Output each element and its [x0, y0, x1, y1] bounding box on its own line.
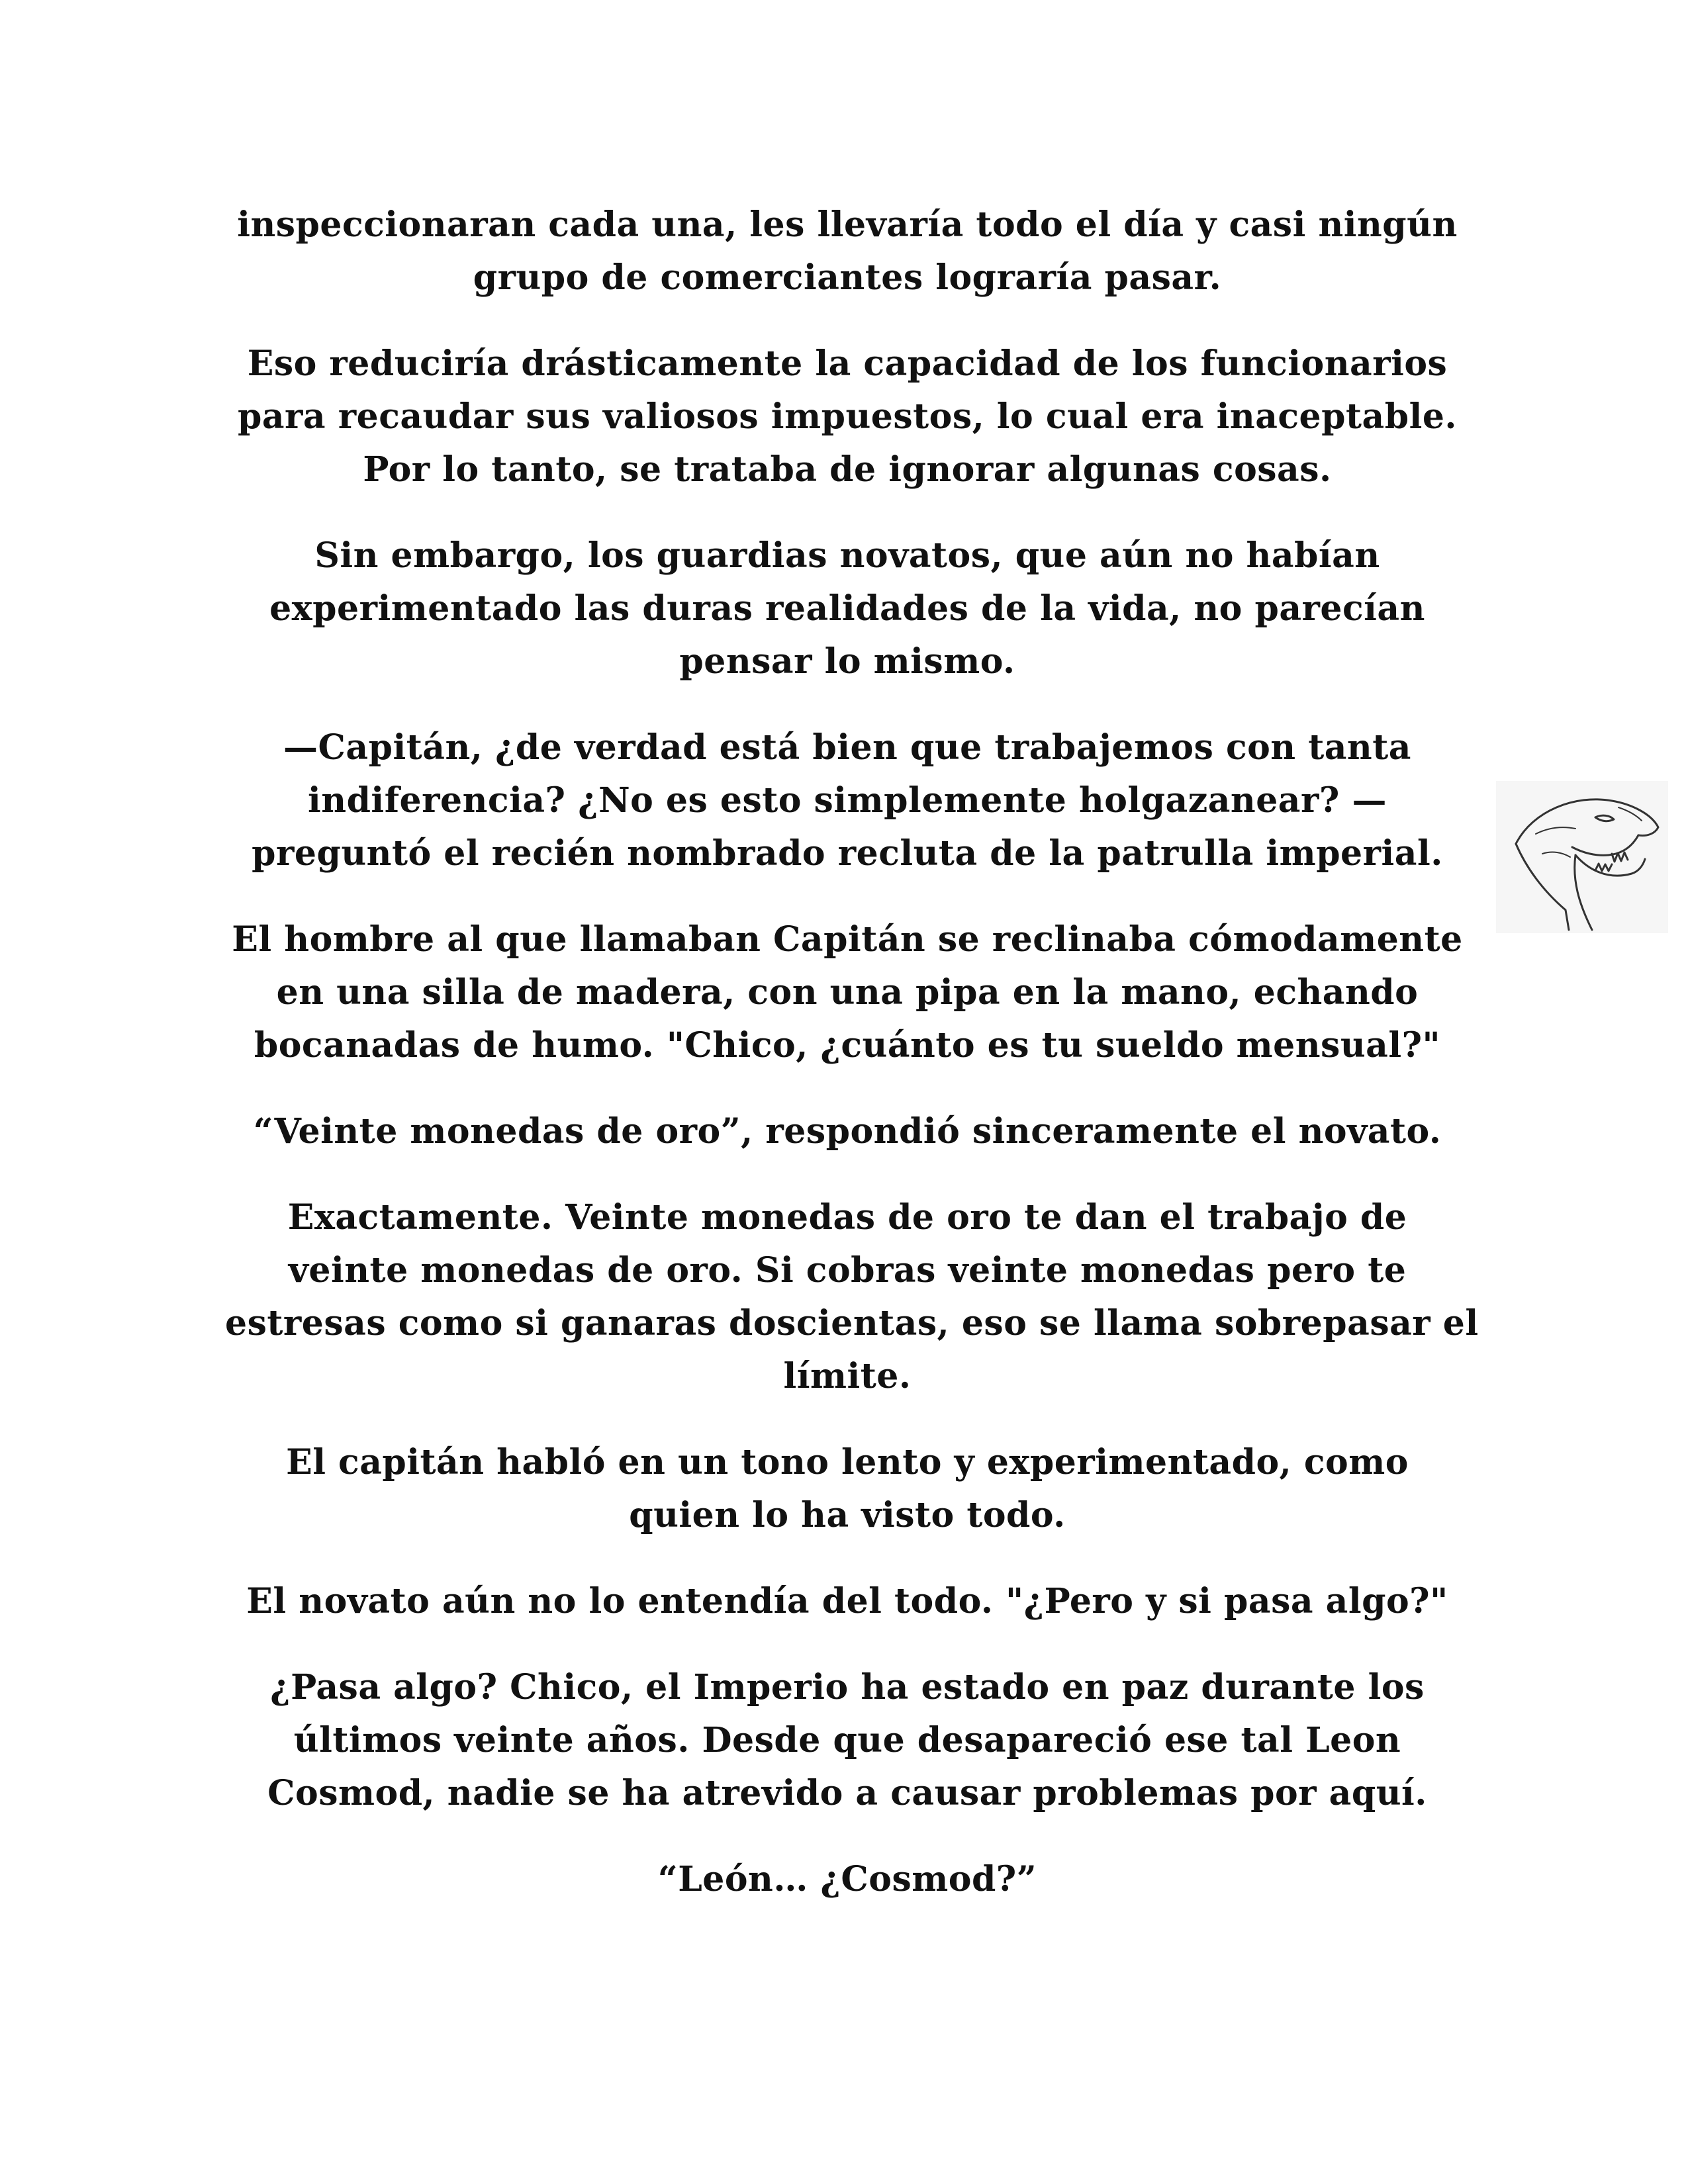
paragraph-11: [225, 1853, 1470, 1906]
text-line: bocanadas de humo. "Chico, ¿cuánto es tu sueldo mensual?": [254, 1025, 1441, 1066]
text-line: en una silla de madera, con una pipa en la mano, echando: [276, 972, 1419, 1013]
text-line: El capitán habló en un tono lento y experimentado, como: [286, 1442, 1409, 1482]
paragraph-3: [225, 529, 1470, 688]
text-line: últimos veinte años. Desde que desapareció ese tal Leon: [293, 1720, 1401, 1760]
text-line: Sin embargo, los guardias novatos, que aún no habían: [314, 535, 1380, 576]
dinosaur-head-sketch-icon: [1496, 781, 1668, 933]
text-line: preguntó el recién nombrado recluta de la patrulla imperial.: [252, 833, 1443, 874]
paragraph-2: [225, 338, 1470, 496]
text-line: “León… ¿Cosmod?”: [657, 1859, 1037, 1899]
text-line: experimentado las duras realidades de la vida, no parecían: [269, 588, 1425, 629]
text-line: inspeccionaran cada una, les llevaría todo el día y casi ningún: [237, 205, 1458, 245]
text-line: Exactamente. Veinte monedas de oro te dan el trabajo de: [287, 1197, 1407, 1238]
text-line: límite.: [783, 1356, 912, 1396]
text-line: El novato aún no lo entendía del todo. "¿Pero y si pasa algo?": [246, 1581, 1448, 1621]
text-line: estresas como si ganaras doscientas, eso se llama sobrepasar el: [225, 1303, 1479, 1343]
text-line: veinte monedas de oro. Si cobras veinte monedas pero te: [288, 1250, 1407, 1291]
paragraph-4: [225, 721, 1470, 880]
text-line: El hombre al que llamaban Capitán se reclinaba cómodamente: [232, 919, 1463, 960]
text-line: Por lo tanto, se trataba de ignorar algunas cosas.: [363, 449, 1332, 490]
paragraph-10: [225, 1661, 1470, 1820]
paragraph-6: [225, 1105, 1470, 1158]
document-body: [225, 199, 1479, 1939]
text-line: quien lo ha visto todo.: [629, 1495, 1066, 1535]
text-line: Cosmod, nadie se ha atrevido a causar problemas por aquí.: [267, 1773, 1427, 1813]
paragraph-8: [225, 1436, 1470, 1542]
text-line: Eso reduciría drásticamente la capacidad de los funcionarios: [247, 343, 1448, 384]
text-line: indiferencia? ¿No es esto simplemente holgazanear? —: [308, 780, 1387, 821]
text-line: —Capitán, ¿de verdad está bien que trabajemos con tanta: [283, 727, 1411, 768]
paragraph-9: [225, 1575, 1470, 1628]
text-line: ¿Pasa algo? Chico, el Imperio ha estado en paz durante los: [270, 1667, 1425, 1707]
paragraph-1: [225, 199, 1470, 304]
text-line: para recaudar sus valiosos impuestos, lo cual era inaceptable.: [237, 396, 1458, 437]
text-line: “Veinte monedas de oro”, respondió sinceramente el novato.: [253, 1111, 1442, 1152]
text-line: grupo de comerciantes lograría pasar.: [473, 257, 1222, 298]
paragraph-7: [225, 1191, 1479, 1403]
paragraph-5: [225, 913, 1470, 1072]
text-line: pensar lo mismo.: [679, 641, 1015, 682]
